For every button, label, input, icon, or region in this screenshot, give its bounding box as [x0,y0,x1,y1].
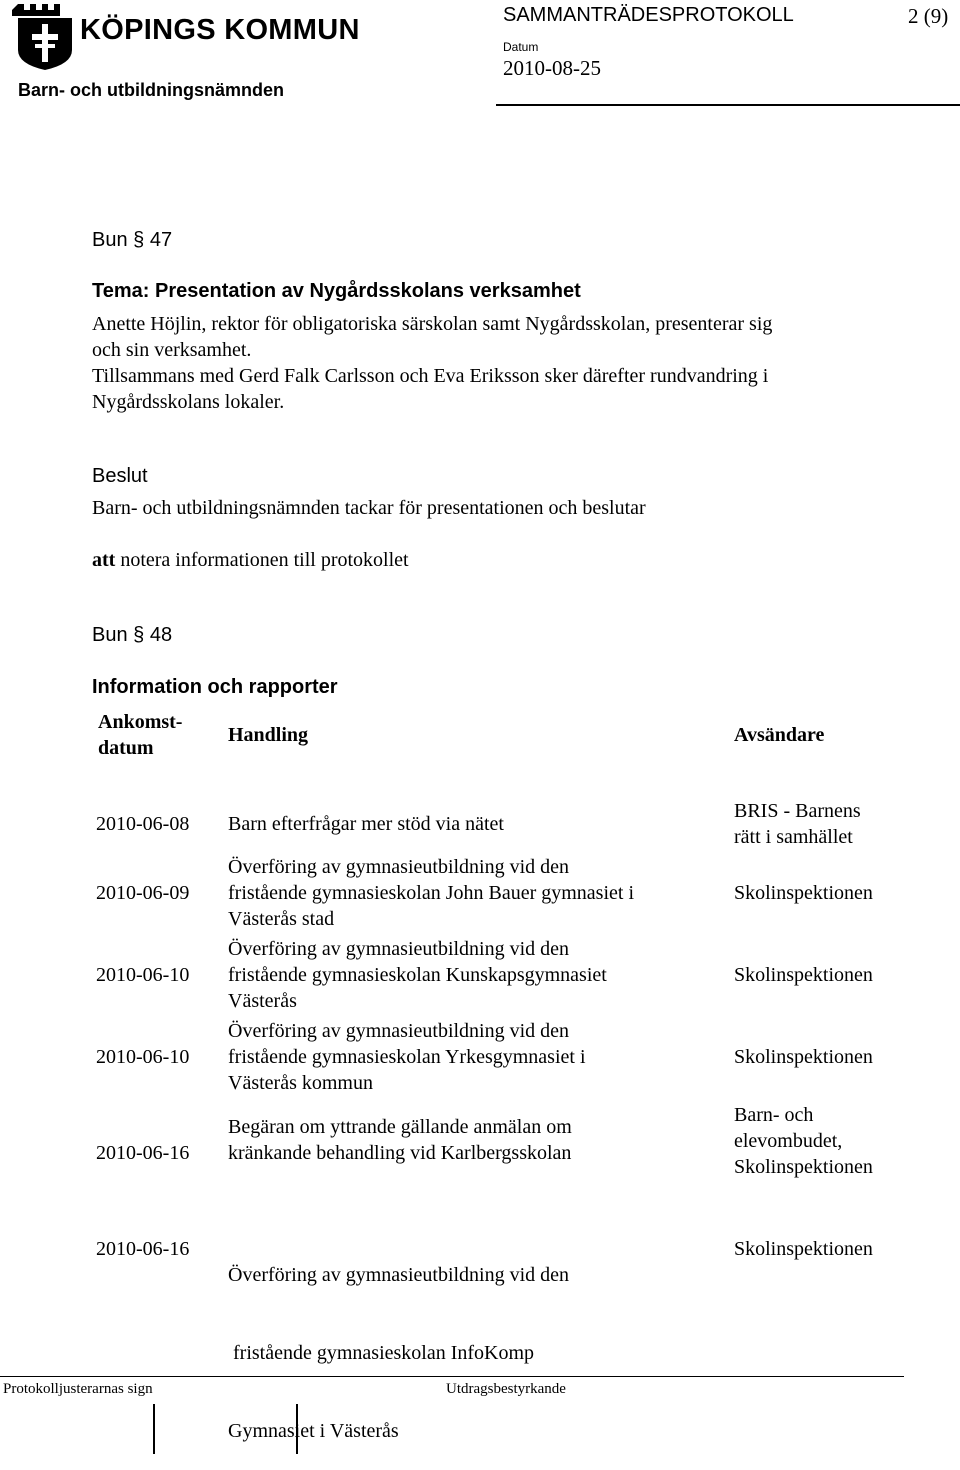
column-header-document: Handling [228,724,309,746]
column-header-date [98,709,182,761]
document-type: SAMMANTRÄDESPROTOKOLL [503,4,794,26]
row-date: 2010-06-08 [96,813,190,835]
row-sender-line: Skolinspektionen [734,1156,873,1178]
row-sender [734,1236,873,1262]
row-document-line: Begäran om yttrande gällande anmälan om [228,1116,572,1138]
section-title-47: Tema: Presentation av Nygårdsskolans verksamhet [92,280,581,302]
row-document-line: Överföring av gymnasieutbildning vid den [228,1264,570,1286]
row-document [228,1210,569,1470]
signature-field-divider [153,1404,155,1454]
logo-text: KÖPINGS KOMMUN [80,14,360,46]
committee-name: Barn- och utbildningsnämnden [18,80,284,100]
row-document-line: fristående gymnasieskolan John Bauer gymnasiet i [228,882,635,904]
row-document-line: Västerås [228,990,297,1012]
row-document-line: fristående gymnasieskolan Kunskapsgymnasiet [228,964,607,986]
column-header-date-line2: datum [98,737,154,759]
row-sender-line: Skolinspektionen [734,1046,873,1068]
row-document-line: fristående gymnasieskolan Yrkesgymnasiet i [228,1046,586,1068]
row-document-line: Gymnasiet i Västerås [228,1420,399,1442]
row-document-line: Överföring av gymnasieutbildning vid den [228,1020,570,1042]
row-document [228,854,634,932]
body-line: Nygårdsskolans lokaler. [92,391,285,413]
row-sender-line: Skolinspektionen [734,882,873,904]
row-document [228,1114,572,1166]
body-line: Anette Höjlin, rektor för obligatoriska särskolan samt Nygårdsskolan, presenterar sig [92,313,773,335]
footer-left-label: Protokolljusterarnas sign [3,1381,153,1397]
row-date: 2010-06-09 [96,882,190,904]
header-divider [496,104,960,106]
section-title-48: Information och rapporter [92,676,338,698]
column-header-date-line1: Ankomst- [98,711,183,733]
row-sender-line: elevombudet, [734,1130,843,1152]
row-document-line: Västerås stad [228,908,335,930]
row-sender-line: Barn- och [734,1104,814,1126]
row-document [228,1018,586,1096]
row-sender [734,1102,873,1180]
body-line: och sin verksamhet. [92,339,252,361]
row-document [228,936,607,1014]
att-keyword: att [92,549,116,571]
row-sender [734,962,873,988]
row-document-line: Barn efterfrågar mer stöd via nätet [228,813,504,835]
row-date: 2010-06-16 [96,1142,190,1164]
body-line: Tillsammans med Gerd Falk Carlsson och Eva Eriksson sker därefter rundvandring i [92,365,769,387]
row-document-line: kränkande behandling vid Karlbergsskolan [228,1142,572,1164]
decision-text: Barn- och utbildningsnämnden tackar för presentationen och beslutar [92,497,646,519]
row-document-line: Överföring av gymnasieutbildning vid den [228,856,570,878]
section-label-48: Bun § 48 [92,624,173,646]
row-sender-line: Skolinspektionen [734,1238,873,1260]
decision-att-line [92,547,409,573]
row-document-line: Västerås kommun [228,1072,373,1094]
footer-divider [0,1376,904,1377]
row-sender [734,880,873,906]
date-label: Datum [503,40,539,54]
row-document-line: fristående gymnasieskolan InfoKomp [228,1342,535,1364]
row-sender-line: Skolinspektionen [734,964,873,986]
footer-right-label: Utdragsbestyrkande [446,1381,566,1397]
row-sender [734,1044,873,1070]
row-date: 2010-06-10 [96,964,190,986]
row-date: 2010-06-16 [96,1238,190,1260]
row-document [228,811,504,837]
page-number: 2 (9) [908,4,949,28]
column-header-sender: Avsändare [734,724,825,746]
date-value: 2010-08-25 [503,56,601,80]
signature-field-divider [296,1404,298,1454]
section-label-47: Bun § 47 [92,229,173,251]
row-document-line: Överföring av gymnasieutbildning vid den [228,938,570,960]
row-sender-line: BRIS - Barnens [734,800,861,822]
row-sender-line: rätt i samhället [734,826,853,848]
row-date: 2010-06-10 [96,1046,190,1068]
decision-heading: Beslut [92,465,148,487]
row-sender [734,798,861,850]
att-text: notera informationen till protokollet [115,549,409,571]
